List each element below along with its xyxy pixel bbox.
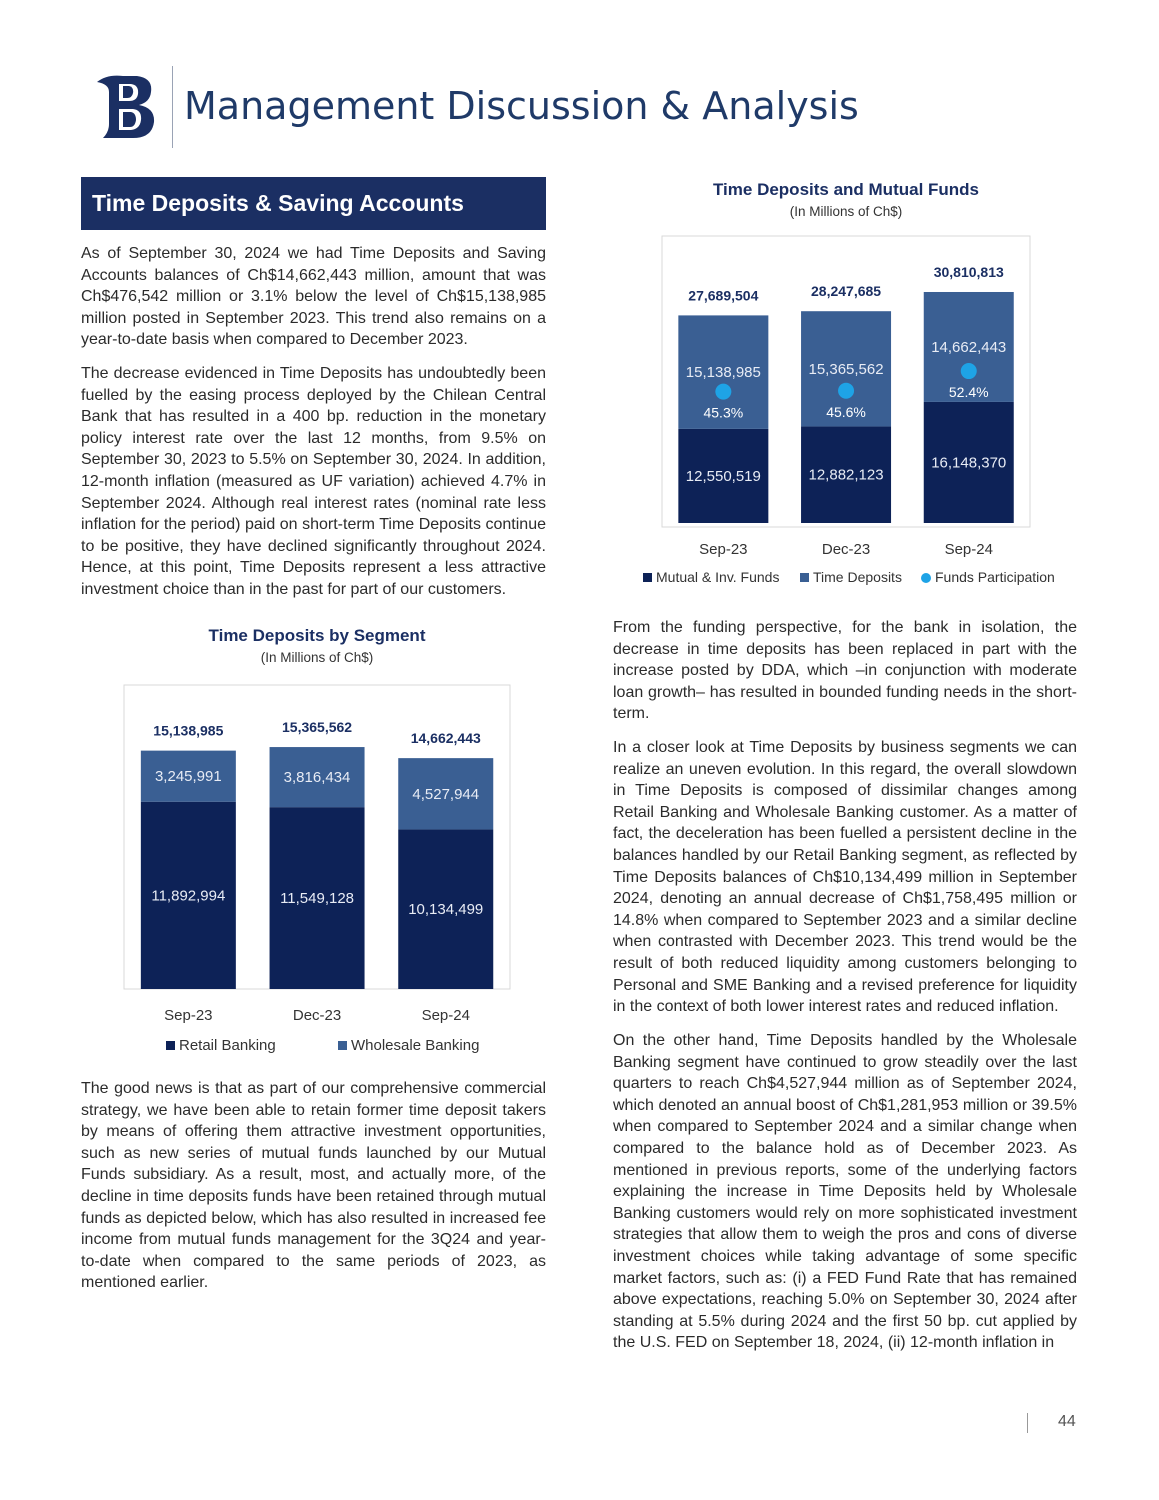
mutual-legend-label-2: Funds Participation <box>935 569 1055 585</box>
chart-time-deposits-and-mutual-funds <box>640 230 1080 590</box>
chart-mutual-subtitle: (In Millions of Ch$) <box>789 204 903 219</box>
segment-total-label: 15,138,985 <box>153 722 224 739</box>
segment-legend-marker-1 <box>338 1041 347 1050</box>
left-paragraph-1: As of September 30, 2024 we had Time Deposits and Saving Accounts balances of Ch$14,662,443 million, amount that was Ch$476,542 million or 3.1% below the level of Ch$15,138,985 million posted in September 2023. This trend also remains on a year-to-date basis when compared to December 2023. <box>81 245 546 349</box>
mutual-participation-label: 52.4% <box>948 384 989 401</box>
mutual-tick-label: Sep-23 <box>699 541 748 558</box>
mutual-bottom-label: 16,148,370 <box>931 454 1007 472</box>
mutual-participation-point <box>961 363 977 379</box>
chart-segment-subtitle: (In Millions of Ch$) <box>260 650 374 665</box>
mutual-top-label: 15,365,562 <box>808 360 884 378</box>
right-paragraph-2: In a closer look at Time Deposits by business segments we can realize an uneven evolution. In this regard, the overall slowdown in Time Deposits is composed of dissimilar changes among Retail Banking and Wholesale Banking customer. As a matter of fact, the deceleration has been fuelled a persistent decline in the balances handled by our Retail Banking segment, as reflected by Time Deposits balances of Ch$10,134,499 million in September 2024, denoting an annual decrease of Ch$1,758,495 million or 14.8% when compared to September 2023 and a similar decline when contrasted with December 2023. This trend would be the result of both reduced liquidity among customers belonging to Personal and SME Banking and a revised preference for liquidity in the context of both lower interest rates and reduced inflation. <box>613 739 1077 1016</box>
bank-logo-icon <box>93 72 157 140</box>
page-title: Management Discussion & Analysis <box>184 84 859 128</box>
mutual-legend-marker-1 <box>800 573 809 582</box>
segment-bottom-label: 11,892,994 <box>151 887 226 905</box>
segment-legend-label-0: Retail Banking <box>179 1037 276 1054</box>
segment-tick-label: Sep-24 <box>421 1007 470 1024</box>
segment-total-label: 15,365,562 <box>282 719 353 736</box>
mutual-tick-label: Sep-24 <box>944 541 993 558</box>
chart-segment-title: Time Deposits by Segment <box>208 626 426 645</box>
header-divider <box>172 66 173 148</box>
mutual-total-label: 28,247,685 <box>811 283 882 300</box>
mutual-legend-marker-2 <box>921 573 931 583</box>
mutual-participation-point <box>838 383 854 399</box>
mutual-participation-label: 45.3% <box>703 404 744 421</box>
chart-time-deposits-by-segment <box>110 680 520 1060</box>
segment-tick-label: Dec-23 <box>292 1007 342 1024</box>
mutual-participation-point <box>715 384 731 400</box>
mutual-top-label: 15,138,985 <box>685 364 761 382</box>
mutual-bottom-label: 12,550,519 <box>685 467 761 485</box>
segment-bottom-label: 10,134,499 <box>408 901 484 919</box>
mutual-legend-label-0: Mutual & Inv. Funds <box>656 569 780 585</box>
chart-mutual-title: Time Deposits and Mutual Funds <box>712 180 980 199</box>
left-paragraph-2: The decrease evidenced in Time Deposits has undoubtedly been fuelled by the easing process deployed by the Chilean Central Bank that has resulted in a 400 bp. reduction in the monetary policy interest rate over the last 12 months, from 9.5% on September 30, 2023 to 5.5% on September 30, 2024. In addition, 12-month inflation (measured as UF variation) achieved 4.7% in September 2024. Although real interest rates (nominal rate less inflation for the period) paid on short-term Time Deposits continue to be positive, they have declined significantly throughout 2024. Hence, at this point, Time Deposits represent a less attractive investment choice than in the past for part of our customers. <box>81 365 546 598</box>
segment-tick-label: Sep-23 <box>164 1007 213 1024</box>
segment-top-label: 4,527,944 <box>412 785 480 803</box>
segment-bottom-label: 11,549,128 <box>280 890 355 908</box>
mutual-total-label: 30,810,813 <box>933 263 1004 280</box>
segment-total-label: 14,662,443 <box>410 730 481 747</box>
right-paragraph-1: From the funding perspective, for the bank in isolation, the decrease in time deposits has been replaced in part with the increase posted by DDA, which –in conjunction with moderate loan growth– has resulted in bounded funding needs in the short-term. <box>613 619 1077 723</box>
segment-legend-marker-0 <box>166 1041 175 1050</box>
segment-top-label: 3,245,991 <box>154 768 222 786</box>
mutual-tick-label: Dec-23 <box>821 541 871 558</box>
mutual-top-label: 14,662,443 <box>931 338 1007 356</box>
right-paragraph-3: On the other hand, Time Deposits handled by the Wholesale Banking segment have continued to grow steadily over the last quarters to reach Ch$4,527,944 million as of September 2024, which denoted an annual boost of Ch$1,281,953 million or 39.5% when compared to September 2024 and a similar change when compared to the balance hold as of December 2023. As mentioned in previous reports, some of the underlying factors explaining the increase in Time Deposits held by Wholesale Banking customers would rely on more sophisticated investment strategies that allow them to weigh the pros and cons of diverse investment choices while taking advantage of some specific market factors, such as: (i) a FED Fund Rate that has remained above expectations, reaching 5.0% on September 30, 2024 after standing at 5.5% during 2024 and the first 50 bp. cut applied by the U.S. FED on September 18, 2024, (ii) 12-month inflation in <box>613 1032 1077 1352</box>
mutual-total-label: 27,689,504 <box>688 287 759 304</box>
left-paragraph-3: The good news is that as part of our comprehensive commercial strategy, we have been able to retain former time deposit takers by means of offering them attractive investment opportunities, such as new series of mutual funds launched by our Mutual Funds subsidiary. As a result, most, and actually more, of the decline in time deposits funds have been retained through mutual funds as depicted below, which has also resulted in increased fee income from mutual funds management for the 3Q24 and year-to-date when compared to the same periods of 2023, as mentioned earlier. <box>81 1080 546 1292</box>
mutual-legend-label-1: Time Deposits <box>813 569 902 585</box>
mutual-participation-label: 45.6% <box>826 403 866 420</box>
segment-top-label: 3,816,434 <box>283 769 351 787</box>
footer-divider <box>1027 1413 1028 1433</box>
mutual-legend-marker-0 <box>643 573 652 582</box>
page-number: 44 <box>1058 1413 1076 1430</box>
section-title: Time Deposits & Saving Accounts <box>81 177 546 230</box>
mutual-bottom-label: 12,882,123 <box>808 466 884 484</box>
segment-legend-label-1: Wholesale Banking <box>351 1037 480 1054</box>
